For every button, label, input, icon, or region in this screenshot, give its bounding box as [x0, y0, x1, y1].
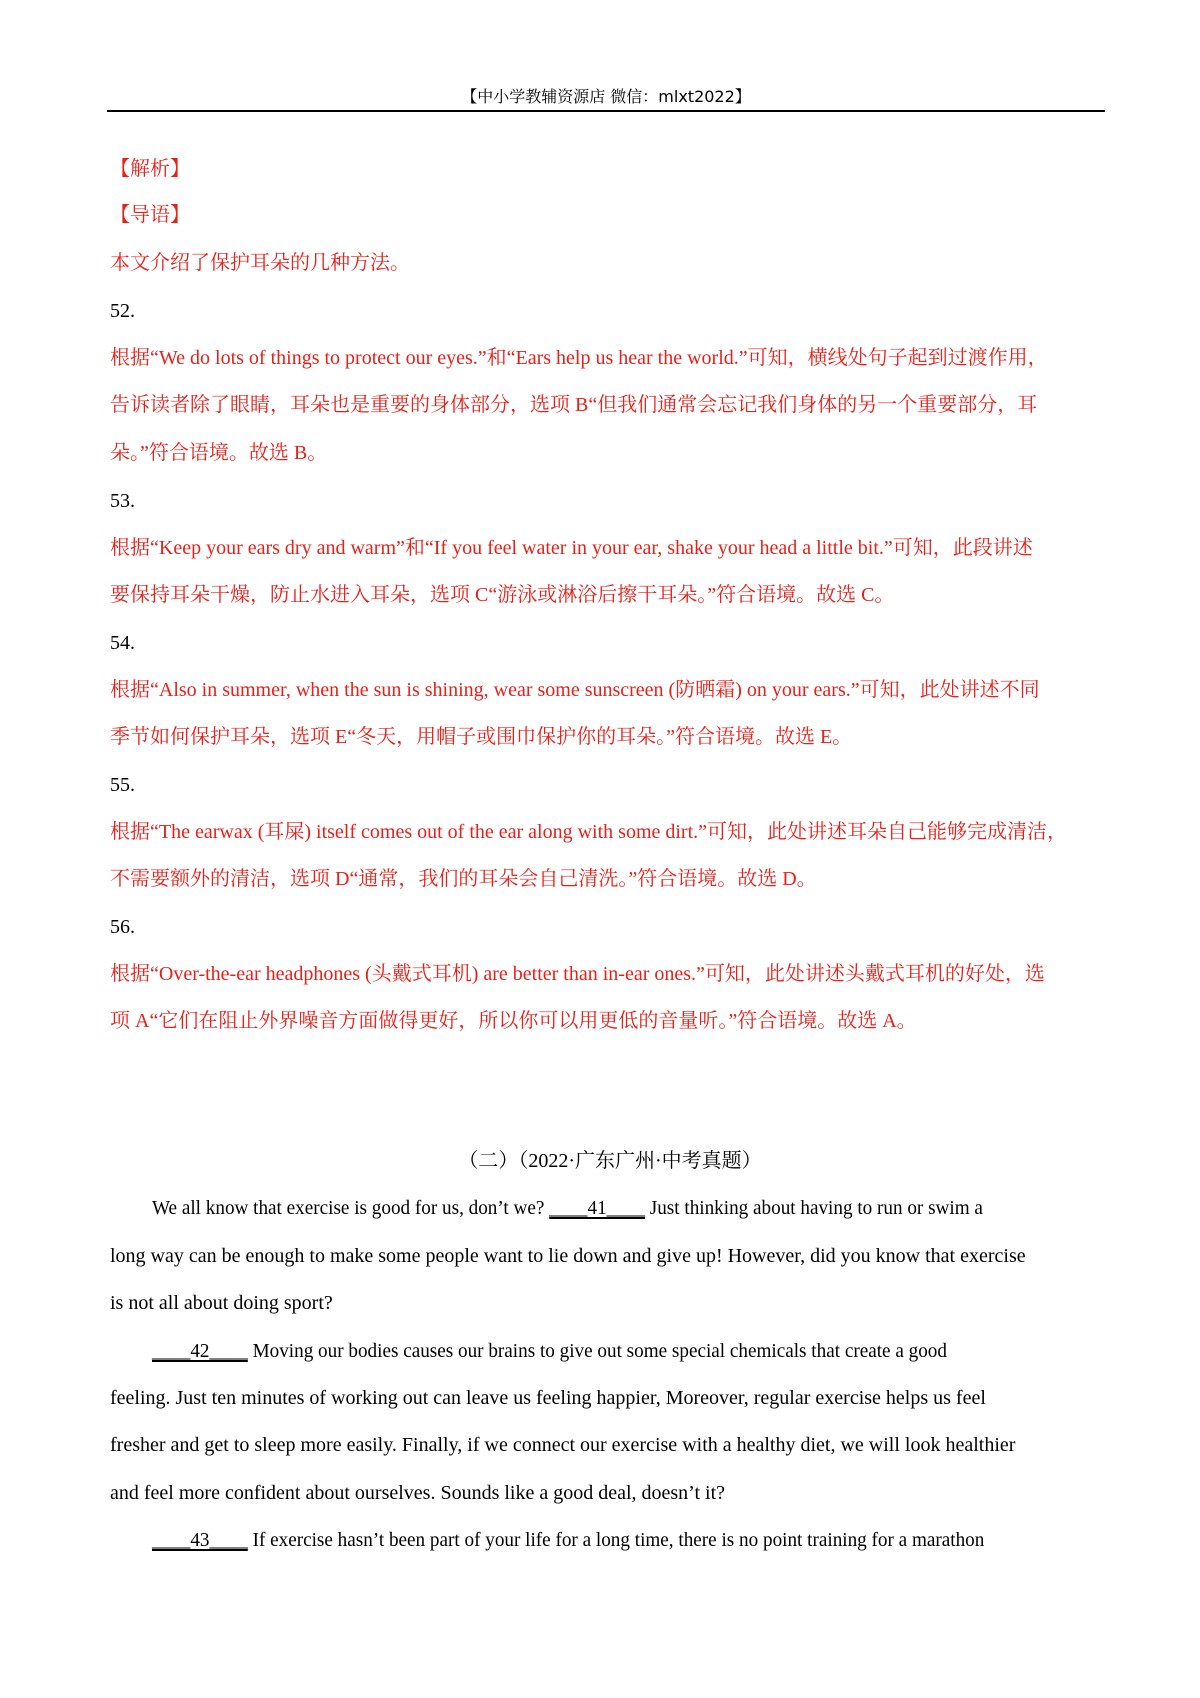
- item-54-line-2: 季节如何保护耳朵，选项 E“冬天，用帽子或围巾保护你的耳朵。”符合语境。故选 E。: [110, 726, 853, 748]
- passage-p1-line-3: is not all about doing sport?: [110, 1292, 333, 1314]
- p2-after: Moving our bodies causes our brains to give out some special chemicals that create a good: [247, 1340, 947, 1362]
- item-number-53: 53.: [110, 490, 135, 512]
- item-number-56: 56.: [110, 916, 135, 938]
- intro-heading: 【导语】: [110, 204, 190, 226]
- item-55-line-1: 根据“The earwax (耳屎) itself comes out of the ear along with some dirt.”可知，此处讲述耳朵自己能够完成清洁，: [110, 821, 1068, 843]
- passage-p2-line-3: fresher and get to sleep more easily. Finally, if we connect our exercise with a healthy diet, we will look healthier: [110, 1434, 1016, 1456]
- item-55-line-2: 不需要额外的清洁，选项 D“通常，我们的耳朵会自己清洗。”符合语境。故选 D。: [110, 868, 817, 890]
- p1-after: Just thinking about having to run or swim a: [644, 1197, 983, 1219]
- item-56-line-1: 根据“Over-the-ear headphones (头戴式耳机) are better than in-ear ones.”可知，此处讲述头戴式耳机的好处，选: [110, 963, 1045, 985]
- blank-42: ____42____: [152, 1340, 248, 1362]
- passage-p1-line-2: long way can be enough to make some people want to lie down and give up! However, did you know that exercise: [110, 1245, 1026, 1267]
- p3-after: If exercise hasn’t been part of your life for a long time, there is no point training for a marathon: [247, 1529, 985, 1551]
- passage-p2-line-2: feeling. Just ten minutes of working out can leave us feeling happier, Moreover, regular exercise helps us feel: [110, 1387, 986, 1409]
- item-52-line-1: 根据“We do lots of things to protect our eyes.”和“Ears help us hear the world.”可知，横线处句子起到过渡作用，: [110, 347, 1048, 369]
- blank-41: ____41____: [549, 1197, 645, 1219]
- item-52-line-2: 告诉读者除了眼睛，耳朵也是重要的身体部分，选项 B“但我们通常会忘记我们身体的另一个重要部分，耳: [110, 394, 1038, 416]
- item-54-line-1: 根据“Also in summer, when the sun is shining, wear some sunscreen (防晒霜) on your ears.”可知，此处讲述不同: [110, 679, 1040, 701]
- header-rule: [107, 110, 1105, 112]
- item-53-line-2: 要保持耳朵干燥，防止水进入耳朵，选项 C“游泳或淋浴后擦干耳朵。”符合语境。故选 C。: [110, 584, 895, 606]
- passage-p1-line-1: [152, 1195, 1120, 1221]
- item-number-55: 55.: [110, 774, 135, 796]
- p1-before: We all know that exercise is good for us, don’t we?: [152, 1197, 550, 1219]
- passage-p2-line-1: [152, 1338, 1120, 1364]
- passage-p2-line-4: and feel more confident about ourselves. Sounds like a good deal, doesn’t it?: [110, 1482, 726, 1504]
- section-title: （二）（2022·广东广州·中考真题）: [458, 1150, 762, 1172]
- item-53-line-1: 根据“Keep your ears dry and warm”和“If you feel water in your ear, shake your head a little bit.”可知，此段讲述: [110, 537, 1033, 559]
- blank-43: ____43____: [152, 1529, 248, 1551]
- item-number-54: 54.: [110, 632, 135, 654]
- item-56-line-2: 项 A“它们在阻止外界噪音方面做得更好，所以你可以用更低的音量听。”符合语境。故选 A。: [110, 1010, 917, 1032]
- intro-text: 本文介绍了保护耳朵的几种方法。: [110, 252, 410, 274]
- item-52-line-3: 朵。”符合语境。故选 B。: [110, 442, 328, 464]
- analysis-heading: 【解析】: [110, 158, 190, 180]
- passage-p3-line-1: [152, 1527, 1120, 1553]
- item-number-52: 52.: [110, 300, 135, 322]
- page-header: 【中小学教辅资源店 微信：mlxt2022】: [461, 87, 751, 106]
